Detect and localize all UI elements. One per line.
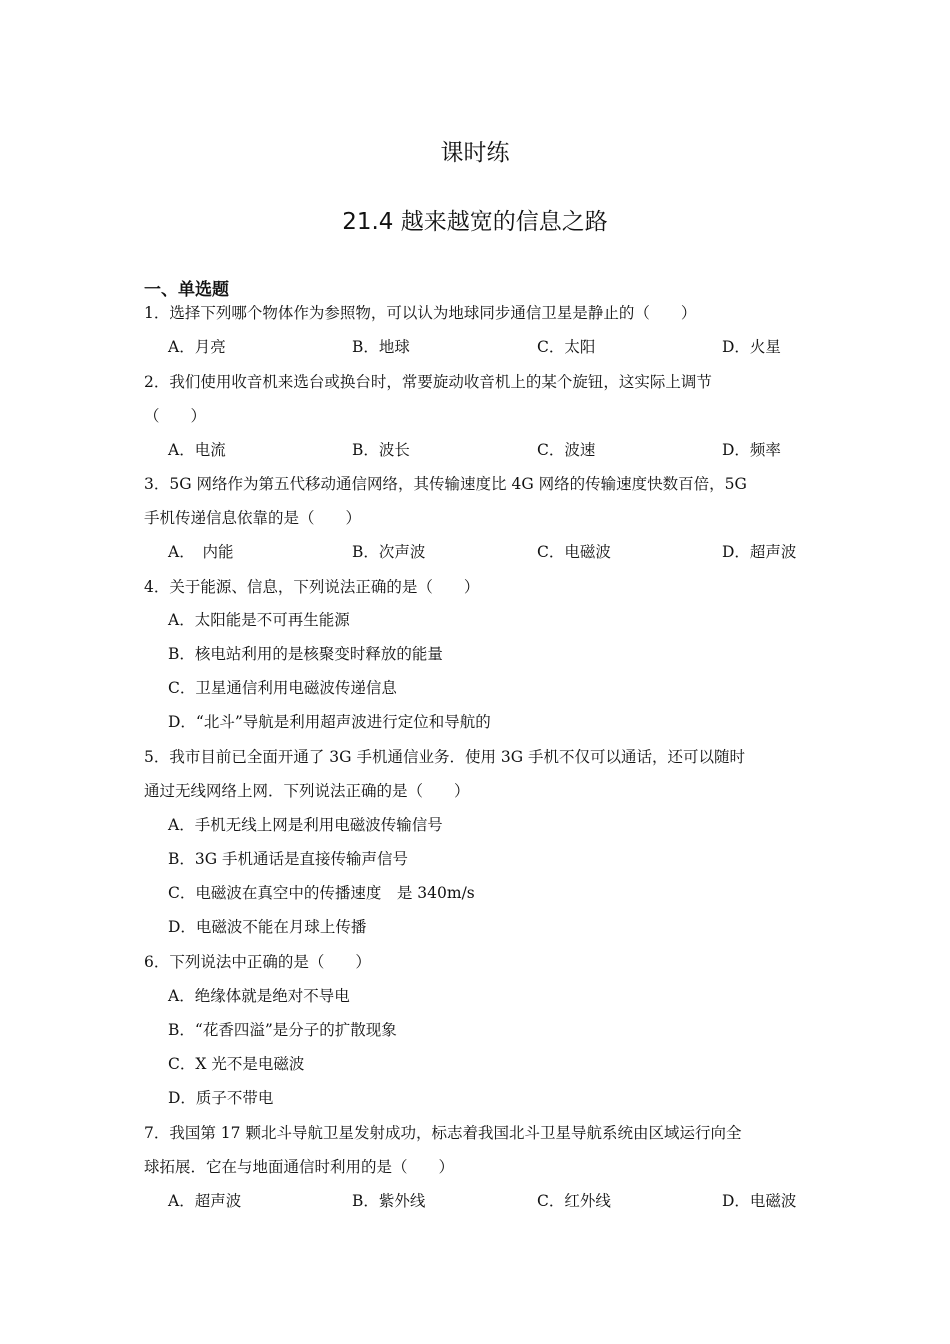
question-5-option-b: B．3G 手机通话是直接传输声信号 [168, 850, 409, 868]
question-5-line-1: 5．我市目前已全面开通了 3G 手机通信业务．使用 3G 手机不仅可以通话，还可以随时 [144, 748, 746, 766]
question-1-option-c: C．太阳 [537, 338, 596, 356]
question-3-option-d: D．超声波 [722, 543, 797, 561]
question-4-option-a: A．太阳能是不可再生能源 [168, 611, 350, 629]
question-2-option-b: B．波长 [352, 441, 410, 459]
question-1-option-b: B．地球 [352, 338, 410, 356]
question-7-line-1: 7．我国第 17 颗北斗导航卫星发射成功，标志着我国北斗卫星导航系统由区域运行向全 [144, 1124, 742, 1142]
question-5-option-c: C．电磁波在真空中的传播速度 是 340m/s [168, 884, 475, 902]
question-7-option-b: B．紫外线 [352, 1192, 426, 1210]
question-6-option-b: B．“花香四溢”是分子的扩散现象 [168, 1021, 397, 1039]
page-title: 课时练 [440, 140, 510, 166]
question-3-option-c: C．电磁波 [537, 543, 611, 561]
question-2-option-d: D．频率 [722, 441, 781, 459]
question-2-line-1: 2．我们使用收音机来选台或换台时，常要旋动收音机上的某个旋钮，这实际上调节 [144, 373, 712, 391]
question-7-option-d: D．电磁波 [722, 1192, 797, 1210]
question-3-option-a: A． 内能 [168, 543, 234, 561]
question-4-option-b: B．核电站利用的是核聚变时释放的能量 [168, 645, 443, 663]
question-5-line-2: 通过无线网络上网．下列说法正确的是（ ） [144, 782, 470, 800]
lesson-subtitle: 21.4 越来越宽的信息之路 [342, 209, 608, 235]
question-4-option-c: C．卫星通信利用电磁波传递信息 [168, 679, 397, 697]
section-heading: 一、单选题 [144, 280, 229, 300]
question-6-option-a: A．绝缘体就是绝对不导电 [168, 987, 350, 1005]
question-2-option-c: C．波速 [537, 441, 596, 459]
question-7-option-a: A．超声波 [168, 1192, 242, 1210]
question-2-option-a: A．电流 [168, 441, 226, 459]
question-1-option-a: A．月亮 [168, 338, 226, 356]
question-1-line-1: 1．选择下列哪个物体作为参照物，可以认为地球同步通信卫星是静止的（ ） [144, 304, 697, 322]
question-2-line-2: （ ） [144, 407, 207, 425]
question-5-option-d: D．电磁波不能在月球上传播 [168, 918, 367, 936]
question-1-option-d: D．火星 [722, 338, 781, 356]
question-6-option-c: C．X 光不是电磁波 [168, 1055, 305, 1073]
question-7-option-c: C．红外线 [537, 1192, 611, 1210]
question-7-line-2: 球拓展．它在与地面通信时利用的是（ ） [144, 1158, 455, 1176]
question-3-line-1: 3．5G 网络作为第五代移动通信网络，其传输速度比 4G 网络的传输速度快数百倍，5G [144, 475, 747, 493]
question-5-option-a: A．手机无线上网是利用电磁波传输信号 [168, 816, 443, 834]
question-3-option-b: B．次声波 [352, 543, 426, 561]
question-3-line-2: 手机传递信息依靠的是（ ） [144, 509, 362, 527]
question-6-line-1: 6．下列说法中正确的是（ ） [144, 953, 371, 971]
question-4-option-d: D．“北斗”导航是利用超声波进行定位和导航的 [168, 713, 491, 731]
question-6-option-d: D．质子不带电 [168, 1089, 274, 1107]
question-4-line-1: 4．关于能源、信息，下列说法正确的是（ ） [144, 578, 480, 596]
